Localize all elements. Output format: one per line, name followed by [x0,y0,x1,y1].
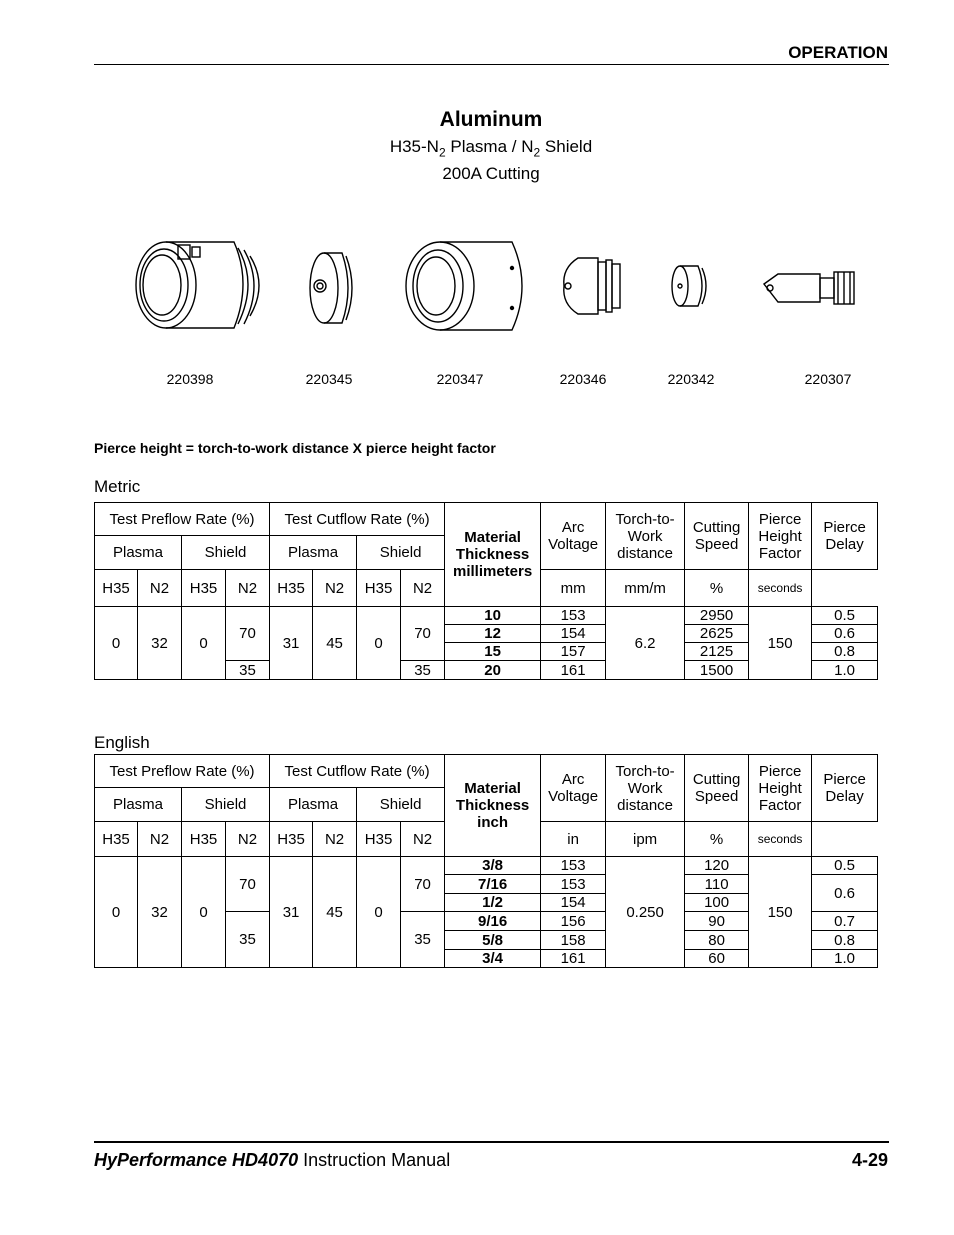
table-cell: 2125 [685,643,749,661]
metric-cut-chart [94,502,878,680]
table-cell: 0.8 [812,643,878,661]
table-cell: 35 [401,661,445,680]
table-cell: 0 [357,857,401,968]
footer-divider [94,1141,889,1143]
inner-retaining-cap-icon [400,228,530,338]
table-cell: 80 [685,931,749,950]
table-cell: 7/16 [445,875,541,894]
gas-header: N2 [313,822,357,857]
table-cell: 0.7 [812,912,878,931]
gas-header: N2 [138,822,182,857]
plasma-header: Plasma [95,788,182,822]
table-cell: 110 [685,875,749,894]
table-cell: 157 [541,643,606,661]
gas-header: H35 [270,822,313,857]
english-cut-chart [94,754,878,968]
table-cell: 154 [541,894,606,912]
factor-unit: % [685,822,749,857]
cutting-speed-header: Cutting Speed [685,503,749,570]
page-title: Aluminum [439,108,543,131]
table-cell: 150 [749,857,812,968]
table-cell: 60 [685,950,749,968]
table-cell: 0.8 [812,931,878,950]
current-subtitle: 200A Cutting [442,164,540,183]
preflow-header: Test Preflow Rate (%) [95,755,270,788]
preflow-header: Test Preflow Rate (%) [95,503,270,536]
shield-header: Shield [182,788,270,822]
table-cell: 120 [685,857,749,875]
factor-unit: % [685,570,749,607]
table-cell: 35 [226,661,270,680]
gas-header: H35 [357,822,401,857]
table-cell: 161 [541,950,606,968]
distance-unit: mm [541,570,606,607]
table-cell: 20 [445,661,541,680]
gas-header: N2 [401,822,445,857]
table-cell: 5/8 [445,931,541,950]
table-cell: 32 [138,857,182,968]
table-cell: 0.5 [812,857,878,875]
table-cell: 9/16 [445,912,541,931]
pierce-height-note: Pierce height = torch-to-work distance X pierce height factor [94,440,496,456]
gas-header: H35 [182,570,226,607]
table-cell: 153 [541,857,606,875]
pierce-delay-header: Pierce Delay [812,755,878,822]
table-cell: 31 [270,607,313,680]
table-cell: 15 [445,643,541,661]
cutting-speed-header: Cutting Speed [685,755,749,822]
gas-subtitle: $H35-N_2$ Plasma / $N_2$ Shield [389,137,593,160]
table-cell: 2625 [685,625,749,643]
shield-header: Shield [182,536,270,570]
table-cell: 3/4 [445,950,541,968]
gas-header: N2 [226,570,270,607]
part-number: 220342 [667,371,715,387]
table-cell: 6.2 [606,607,685,680]
gas-header: N2 [138,570,182,607]
cutflow-header: Test Cutflow Rate (%) [270,503,445,536]
table-cell: 100 [685,894,749,912]
part-number: 220345 [305,371,353,387]
pierce-delay-header: Pierce Delay [812,503,878,570]
shield-header: Shield [357,536,445,570]
section-heading: OPERATION [788,43,888,62]
delay-unit: seconds [749,822,812,857]
pierce-factor-header: Pierce Height Factor [749,755,812,822]
pierce-factor-header: Pierce Height Factor [749,503,812,570]
shield-icon [302,228,360,328]
table-cell: 70 [226,857,270,912]
part-number: 220398 [166,371,214,387]
arc-voltage-header: Arc Voltage [541,755,606,822]
material-thickness-header: Material Thickness millimeters [445,503,541,607]
table-cell: 0 [357,607,401,680]
table-cell: 0 [182,607,226,680]
gas-header: H35 [270,570,313,607]
table-cell: 0 [95,857,138,968]
consumable-parts [0,228,954,398]
speed-unit: ipm [606,822,685,857]
metric-label: Metric [94,477,141,496]
shield-header: Shield [357,788,445,822]
torch-distance-header: Torch-to- Work distance [606,503,685,570]
table-cell: 156 [541,912,606,931]
gas-header: N2 [226,822,270,857]
table-cell: 161 [541,661,606,680]
table-cell: 153 [541,875,606,894]
part-number: 220307 [804,371,852,387]
gas-header: H35 [95,822,138,857]
footer-manual-title: HyPerformance HD4070 Instruction Manual [94,1150,451,1170]
gas-header: H35 [95,570,138,607]
table-cell: 32 [138,607,182,680]
material-thickness-header: Material Thickness inch [445,755,541,857]
swirl-ring-icon [664,228,714,308]
table-cell: 154 [541,625,606,643]
table-cell: 150 [749,607,812,680]
table-cell: 3/8 [445,857,541,875]
gas-header: H35 [357,570,401,607]
part-number: 220346 [559,371,607,387]
delay-unit: seconds [749,570,812,607]
plasma-header: Plasma [95,536,182,570]
speed-unit: mm/m [606,570,685,607]
table-cell: 0.5 [812,607,878,625]
table-cell: 35 [401,912,445,968]
nozzle-icon [558,228,626,318]
english-label: English [94,733,150,752]
part-number: 220347 [436,371,484,387]
table-cell: 70 [401,857,445,912]
table-cell: 2950 [685,607,749,625]
table-cell: 158 [541,931,606,950]
retaining-cap-icon [128,228,270,338]
table-cell: 12 [445,625,541,643]
table-cell: 0 [182,857,226,968]
table-cell: 0 [95,607,138,680]
table-cell: 45 [313,607,357,680]
table-cell: 45 [313,857,357,968]
table-cell: 31 [270,857,313,968]
table-cell: 1500 [685,661,749,680]
table-cell: 90 [685,912,749,931]
plasma-header: Plasma [270,536,357,570]
table-cell: 1.0 [812,661,878,680]
gas-header: N2 [401,570,445,607]
plasma-header: Plasma [270,788,357,822]
electrode-icon [760,228,860,308]
distance-unit: in [541,822,606,857]
page-number: 4-29 [851,1150,888,1170]
table-cell: 1.0 [812,950,878,968]
table-cell: 153 [541,607,606,625]
gas-header: N2 [313,570,357,607]
table-cell: 1/2 [445,894,541,912]
arc-voltage-header: Arc Voltage [541,503,606,570]
table-cell: 70 [226,607,270,661]
table-cell: 0.6 [812,875,878,912]
table-cell: 0.6 [812,625,878,643]
table-cell: 35 [226,912,270,968]
table-cell: 0.250 [606,857,685,968]
table-cell: 10 [445,607,541,625]
table-cell: 70 [401,607,445,661]
gas-header: H35 [182,822,226,857]
cutflow-header: Test Cutflow Rate (%) [270,755,445,788]
header-divider [94,64,889,65]
torch-distance-header: Torch-to- Work distance [606,755,685,822]
